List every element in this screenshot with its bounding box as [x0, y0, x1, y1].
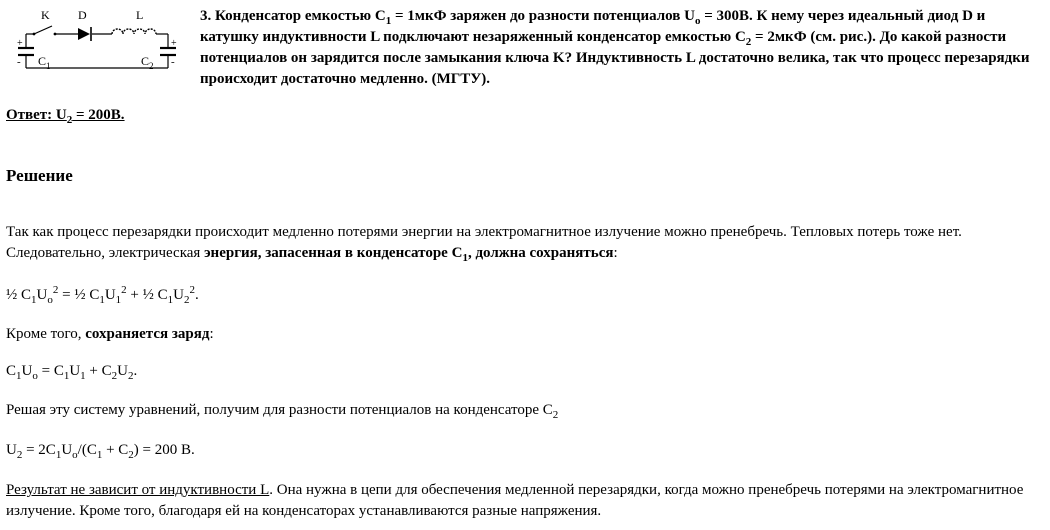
label-c1: $C_1$ — [38, 54, 51, 71]
capacitor-c2 — [160, 48, 176, 55]
capacitor-c1 — [18, 48, 34, 55]
switch-contact-icon — [33, 33, 36, 36]
energy-equation: ½ $C_1U_o^2$ = ½ $C_1U_1^2$ + ½ $C_1U_2^2$. — [6, 284, 199, 306]
c1-plus-sign: + — [17, 38, 23, 49]
solve-paragraph: Решая эту систему уравнений, получим для разности потенциалов на конденсаторе $C_2$ — [6, 402, 559, 421]
result-equation: $U_2 = 2C_1U_o/(C_1 + C_2) = 200$ В. — [6, 442, 195, 461]
diode-icon — [78, 27, 91, 41]
label-c2: $C_2$ — [141, 54, 154, 71]
switch-contact-icon — [54, 33, 57, 36]
circuit-diagram — [8, 4, 188, 76]
label-d: D — [78, 8, 87, 22]
energy-paragraph: Так как процесс перезарядки происходит медленно потерями энергии на электромагнитное излучение можно пренебречь. Тепловых потерь тоже нет. Следовательно, электрическая энергия, запасенная в конденсаторе $C_1$, должна сохраняться: — [6, 224, 962, 264]
c2-plus-sign: + — [171, 38, 177, 49]
c1-minus-sign: - — [17, 56, 21, 68]
label-l: L — [136, 8, 144, 22]
charge-paragraph: Кроме того, сохраняется заряд: — [6, 326, 214, 342]
solution-heading: Решение — [6, 166, 73, 185]
conclusion-paragraph: Результат не зависит от индуктивности L. Она нужна в цепи для обеспечения медленной перезарядки, когда можно пренебречь потерями на электромагнитное излучение. Кроме того, благодаря ей на конденсаторах устанавливаются разные напряжения. — [6, 482, 1024, 519]
answer-line: Ответ: $U_2 = 200В$. — [6, 107, 125, 126]
label-k: K — [41, 8, 50, 22]
c2-minus-sign: - — [171, 56, 175, 68]
problem-statement: 3. Конденсатор емкостью $C_1 = 1мкФ$ заряжен до разности потенциалов $U_o = 300В$. К нему через идеальный диод D и катушку индуктивности L подключают незаряженный конденсатор емкостью $C_2 = 2мкФ$ (см. рис.). До какой разности потенциалов он зарядится после замыкания ключа K? Индуктивность L достаточно велика, так что процесс перезарядки происходит достаточно медленно. (МГТУ). — [200, 8, 1030, 87]
inductor-icon — [112, 29, 156, 34]
charge-equation: $C_1U_o = C_1U_1 + C_2U_2$. — [6, 363, 138, 382]
